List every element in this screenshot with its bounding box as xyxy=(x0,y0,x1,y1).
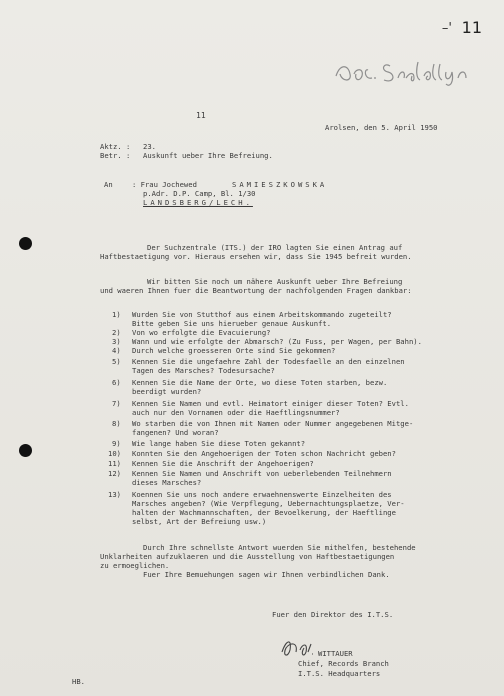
request-line-2: und waeren Ihnen fuer die Beantwortung der nachfolgenden Fragen dankbar: xyxy=(100,286,412,295)
question-12-line-1: Kennen Sie Namen und Anschrift von ueberlebenden Teilnehmern xyxy=(132,469,392,478)
intro-line-2: Haftbestaetigung vor. Hieraus ersehen wir, dass Sie 1945 befreit wurden. xyxy=(100,252,412,261)
handwritten-note-strokes xyxy=(334,56,484,86)
question-9-line-1: Wie lange haben Sie diese Toten gekannt? xyxy=(132,439,306,448)
question-8-line-1: Wo starben die von Ihnen mit Namen oder Nummer angegebenen Mitge- xyxy=(132,419,414,428)
question-7-num: 7) xyxy=(112,399,121,408)
question-6-num: 6) xyxy=(112,378,121,387)
recipient-label: An xyxy=(104,180,113,189)
recipient-line3: LANDSBERG/LECH. xyxy=(143,198,253,207)
aktz-label: Aktz. : xyxy=(100,142,131,151)
question-12-line-2: dieses Marsches? xyxy=(132,478,202,487)
question-8-line-2: fangenen? Und woran? xyxy=(132,428,219,437)
signoff-for-line: Fuer den Direktor des I.T.S. xyxy=(272,610,394,619)
question-10-line-1: Konnten Sie den Angehoerigen der Toten schon Nachricht geben? xyxy=(132,449,396,458)
question-7-line-2: auch nur den Vornamen oder die Haeftlingsnummer? xyxy=(132,408,340,417)
archive-page-number: 11 xyxy=(461,18,482,37)
question-2-line-1: Von wo erfolgte die Evacuierung? xyxy=(132,328,271,337)
recipient-line2: p.Adr. D.P. Camp, Bl. 1/30 xyxy=(143,189,256,198)
aktz-value: 23. xyxy=(143,142,156,151)
signature xyxy=(278,634,320,660)
question-9-num: 9) xyxy=(112,439,121,448)
intro-line-1: Der Suchzentrale (ITS.) der IRO lagten Sie einen Antrag auf xyxy=(147,243,403,252)
letterhead-number: 11 xyxy=(196,111,206,120)
question-13-line-4: selbst, Art der Befreiung usw.) xyxy=(132,517,267,526)
handwritten-note xyxy=(334,56,484,86)
question-11-num: 11) xyxy=(108,459,121,468)
closing-line-1: Durch Ihre schnellste Antwort wuerden Sie mithelfen, bestehende xyxy=(143,543,416,552)
question-6-line-2: beerdigt wurden? xyxy=(132,387,202,396)
signature-strokes xyxy=(278,634,320,660)
request-line-1: Wir bitten Sie noch um nähere Auskunft ueber Ihre Befreiung xyxy=(147,277,403,286)
betr-label: Betr. : xyxy=(100,151,131,160)
question-5-num: 5) xyxy=(112,357,121,366)
question-11-line-1: Kennen Sie die Anschrift der Angehoerigen? xyxy=(132,459,314,468)
question-13-line-2: Marsches angeben? (Wie Verpflegung, Uebernachtungsplaetze, Ver- xyxy=(132,499,405,508)
punch-hole-top xyxy=(19,237,32,250)
question-5-line-1: Kennen Sie die ungefaehre Zahl der Todesfaelle an den einzelnen xyxy=(132,357,405,366)
question-2-num: 2) xyxy=(112,328,121,337)
closing-line-4: Fuer Ihre Bemuehungen sagen wir Ihnen verbindlichen Dank. xyxy=(143,570,390,579)
question-8-num: 8) xyxy=(112,419,121,428)
question-10-num: 10) xyxy=(108,449,121,458)
closing-line-3: zu ermoeglichen. xyxy=(100,561,170,570)
question-1-line-1: Wurden Sie von Stutthof aus einem Arbeitskommando zugeteilt? xyxy=(132,310,392,319)
question-1-line-2: Bitte geben Sie uns hierueber genaue Auskunft. xyxy=(132,319,332,328)
signoff-name: WITTAUER xyxy=(318,649,353,658)
question-13-line-3: halten der Wachmannschaften, der Bevoelkerung, der Haeftlinge xyxy=(132,508,396,517)
question-3-num: 3) xyxy=(112,337,121,346)
corner-tick: –' xyxy=(441,21,452,36)
question-4-line-1: Durch welche groesseren Orte sind Sie gekommen? xyxy=(132,346,336,355)
signoff-title: Chief, Records Branch xyxy=(298,659,389,668)
betr-value: Auskunft ueber Ihre Befreiung. xyxy=(143,151,273,160)
question-3-line-1: Wann und wie erfolgte der Abmarsch? (Zu Fuss, per Wagen, per Bahn). xyxy=(132,337,422,346)
signoff-org: I.T.S. Headquarters xyxy=(298,669,381,678)
question-7-line-1: Kennen Sie Namen und evtl. Heimatort einiger dieser Toten? Evtl. xyxy=(132,399,409,408)
question-13-line-1: Koennen Sie uns noch andere erwaehnenswerte Einzelheiten des xyxy=(132,490,392,499)
question-1-num: 1) xyxy=(112,310,121,319)
place-date: Arolsen, den 5. April 1950 xyxy=(325,123,438,132)
question-5-line-2: Tagen des Marsches? Todesursache? xyxy=(132,366,275,375)
punch-hole-bottom xyxy=(19,444,32,457)
typist-initials: HB. xyxy=(72,677,85,686)
recipient-line1-prefix: : Frau Jochewed xyxy=(132,180,197,189)
question-4-num: 4) xyxy=(112,346,121,355)
question-13-num: 13) xyxy=(108,490,121,499)
closing-line-2: Unklarheiten aufzuklaeren und die Ausstellung von Haftbestaetigungen xyxy=(100,552,395,561)
recipient-name: SAMIESZKOWSKA xyxy=(232,180,328,189)
question-6-line-1: Kennen Sie die Name der Orte, wo diese Toten starben, bezw. xyxy=(132,378,388,387)
question-12-num: 12) xyxy=(108,469,121,478)
